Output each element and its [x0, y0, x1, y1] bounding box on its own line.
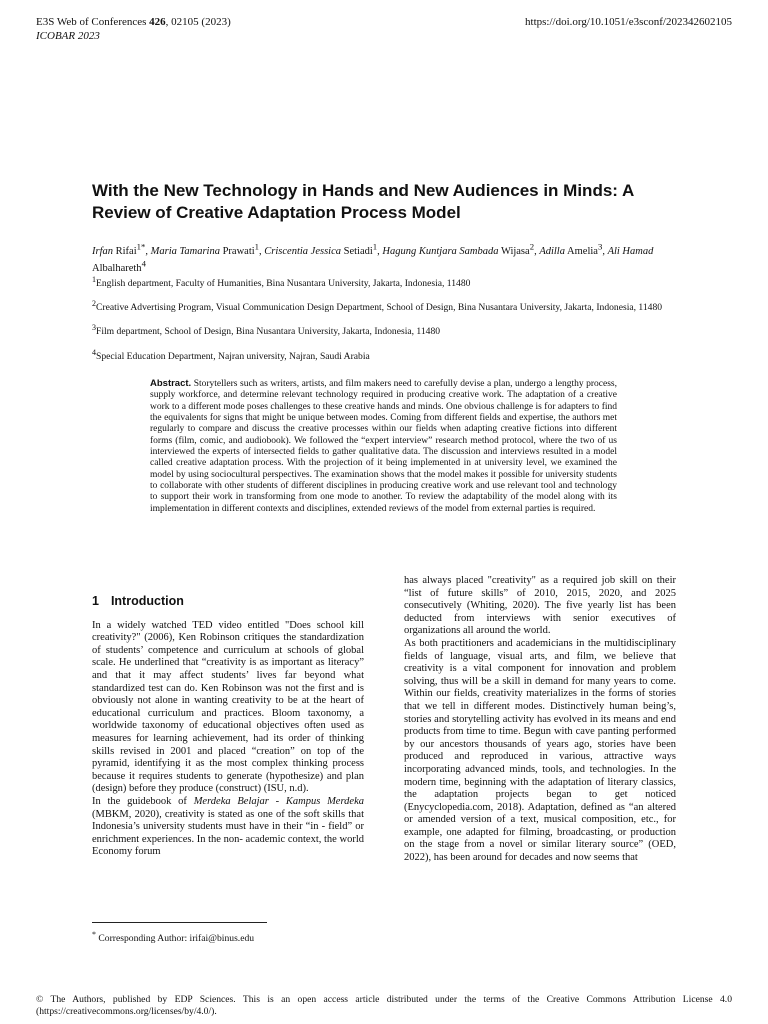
abstract-label: Abstract.: [150, 378, 192, 389]
affiliation: $^4$Special Education Department, Najran university, Najran, Saudi Arabia: [92, 347, 370, 362]
conference-name: ICOBAR 2023: [36, 30, 100, 42]
affiliation: $^3$Film department, School of Design, Bina Nusantara University, Jakarta, Indonesia, 11480: [92, 323, 441, 338]
paragraph: As both practitioners and academicians in the multidisciplinary fields of language, visual arts, and film, we believe that creativity is a vital component for innovation and problem solving, thus will be a skill in demand for many years to come. Within our fields, creativity materializes in the forms of stories that we tell in different modes. Distinctively human being’s, stories and storytelling activity has evolved in its means and end products from time to time. Begun with cave panting performed by our ancestors thousands of years ago, stories have been produced and reproduced in various, attractive ways incorporating advanced minds, tools, and technologies. In the modern time, beginning with the adaptation of literary classics, the adaptation projects began to get noticed (Enycyclopedia.com, 2018). Adaptation, defined as “an altered or amended version of a text, musical composition, etc., for example, one adapted for filming, broadcasting, or production on the stage from a novel or similar literary source” (OED, 2022), has been around for decades and now seems that: [404, 637, 676, 864]
affiliation: $^2$Creative Advertising Program, Visual Communication Design Department, School of Design, Bina Nusantara University, Jakarta, Indonesia, 11480: [92, 299, 663, 314]
paper-title: With the New Technology in Hands and New Audiences in Minds: A Review of Creative Adaptation Process Model: [92, 181, 634, 222]
author: Maria Tamarina Prawati$^1$,: [150, 241, 265, 257]
author: Hagung Kuntjara Sambada Wijasa$^2$,: [382, 241, 540, 257]
author-list: [92, 240, 676, 275]
license-notice: © The Authors, published by EDP Sciences. This is an open access article distributed under the terms of the Creative Commons Attribution License 4.0 (https://creativecommons.org/licenses/by/4.0/).: [36, 994, 732, 1017]
doi-link[interactable]: https://doi.org/10.1051/e3sconf/202342602105: [525, 16, 732, 28]
right-column: [404, 575, 676, 865]
journal-volume: 426: [149, 16, 166, 28]
author: Ali Hamad Albalhareth$^4$: [92, 245, 654, 274]
abstract-text: Storytellers such as writers, artists, and film makers need to carefully devise a plan, undergo a lengthy process, supply workforce, and determine relevant technology required in producing creative work. The adaptation of a creative work to a different mode poses challenges to these creative hands and minds. One obvious challenge is for adapters to find the equivalents for signs that might be unique between modes. Coming from different fields and expertise, the authors met regularly to compare and discuss the creative processes within our fields when adapting creative fictions into different forms (film, comic, and audiobook). We followed the “expert interview” research method protocol, where the two of us interviewed the experts of intersected fields to gather qualitative data. The discussion and interviews resulted in a model called creative adaptation process. With the projection of it being implemented in at university level, we examined the model by using sociocultural perspectives. The examination shows that the model makes it possible for university students to collaborate with other students of different disciplines in producing creative work and use relevant tool and technology to support their work in transforming from one mode to another. To review the adaptability of the model along with its implementation in different contexts and disciplines, extended reviews of the model from external parties is required.: [150, 379, 617, 514]
affiliation-list: [92, 274, 676, 371]
author: Adilla Amelia$^3$,: [539, 241, 608, 257]
paragraph: In a widely watched TED video entitled "Does school kill creativity?" (2006), Ken Robinson critiques the standardization of students’ competence and curriculum at schools of global scale. He underlined that “creativity is as important as literacy” and that it may affect students’ lives far beyond what standardized test can do. Ken Robinson was not the first and is obviously not alone in wanting creativity to be at the heart of educational curriculum and practices. Bloom taxonomy, a worldwide taxonomy of educational objectives often used as measures for learning achievement, had its order of thinking skills revised in 2001 and placed “creation” on top of the pyramid, identifying it as the most complex thinking process because it requires students to generate (hypothesize) and plan (design) before they produce (construct) (ISU, n.d).: [92, 619, 364, 795]
abstract: [150, 378, 617, 515]
left-column: [92, 575, 364, 859]
paragraph: has always placed "creativity" as a required job skill on their “list of future skills” of 2010, 2015, 2020, and 2025 consecutively (Whiting, 2020). The five yearly list has been deducted from interviews with senior executives of organizations all around the world.: [404, 575, 676, 637]
footnote-divider: [92, 922, 267, 923]
author: Criscentia Jessica Setiadi$^1$,: [264, 241, 383, 257]
paragraph: In the guidebook of Merdeka Belajar - Kampus Merdeka (MBKM, 2020), creativity is stated as one of the soft skills that Indonesia’s university students must have in their “in - field” or enrichment experiences. In the non- academic context, the world Economy forum: [92, 795, 364, 858]
journal-citation: E3S Web of Conferences 426, 02105 (2023): [36, 16, 231, 28]
footnote: * Corresponding Author: irifai@binus.edu: [92, 930, 255, 945]
affiliation: $^1$English department, Faculty of Humanities, Bina Nusantara University, Jakarta, Indonesia, 11480: [92, 275, 471, 290]
section-heading: 1 Introduction: [92, 594, 184, 608]
author: Irfan Rifai$^{1*}$,: [92, 241, 151, 257]
